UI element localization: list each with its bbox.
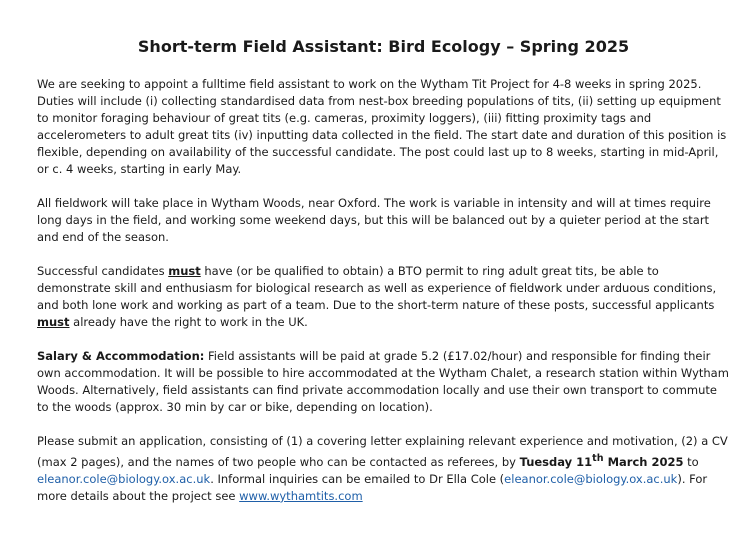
must-emphasis-1: must <box>168 264 201 278</box>
page-title: Short-term Field Assistant: Bird Ecology – Spring 2025 <box>137 37 630 56</box>
salary-text: Field assistants will be paid at grade 5.2 (£17.02/hour) and responsible for finding their own accommodation. It will be possible to hire accommodated at the Wytham Chalet, a research station within Wytham Woods. Alternatively, field assistants can find private accommodation locally and use their own transport to commute to the woods (approx. 30 min by car or bike, depending on location). <box>37 349 729 414</box>
must-emphasis-2: must <box>37 315 70 329</box>
email-link-2[interactable]: eleanor.cole@biology.ox.ac.uk <box>504 471 678 486</box>
salary-label: Salary & Accommodation: <box>37 349 205 363</box>
application-paragraph <box>37 433 730 505</box>
deadline-month: March 2025 <box>603 454 684 469</box>
website-link[interactable]: www.wythamtits.com <box>239 488 363 503</box>
deadline-day: Tuesday 11 <box>519 454 593 469</box>
application-text-4: ). For more details about the project see <box>37 471 708 503</box>
deadline <box>520 455 684 469</box>
deadline-suffix: th <box>592 453 604 464</box>
application-text-3: . Informal inquiries can be emailed to Dr Ella Cole ( <box>210 471 505 486</box>
requirements-text-1: Successful candidates <box>37 264 169 278</box>
application-text-1: Please submit an application, consisting of (1) a covering letter explaining relevant experience and motivation, (2) a CV (max 2 pages), and the names of two people who can be contacted as referees, by <box>37 434 728 469</box>
email-link-1[interactable]: eleanor.cole@biology.ox.ac.uk <box>37 471 211 486</box>
requirements-text-3: already have the right to work in the UK. <box>69 315 308 329</box>
salary-paragraph <box>37 348 730 416</box>
requirements-text-2: have (or be qualified to obtain) a BTO permit to ring adult great tits, be able to demonstrate skill and enthusiasm for biological research as well as experience of fieldwork under arduous conditions, and both lone work and working as part of a team. Due to the short-term nature of these posts, successful applicants <box>37 264 717 312</box>
fieldwork-paragraph: All fieldwork will take place in Wytham Woods, near Oxford. The work is variable in intensity and will at times require long days in the field, and working some weekend days, but this will be balanced out by a quieter period at the start and end of the season. <box>37 196 711 244</box>
intro-paragraph: We are seeking to appoint a fulltime field assistant to work on the Wytham Tit Project for 4-8 weeks in spring 2025. Duties will include (i) collecting standardised data from nest-box breeding populations of tits, (ii) setting up equipment to monitor foraging behaviour of great tits (e.g. cameras, proximity loggers), (iii) fitting proximity tags and accelerometers to adult great tits (iv) inputting data collected in the field. The start date and duration of this position is flexible, depending on availability of the successful candidate. The post could last up to 8 weeks, starting in mid-April, or c. 4 weeks, starting in early May. <box>37 77 727 176</box>
application-text-2: to <box>683 454 699 469</box>
requirements-paragraph <box>37 263 730 331</box>
